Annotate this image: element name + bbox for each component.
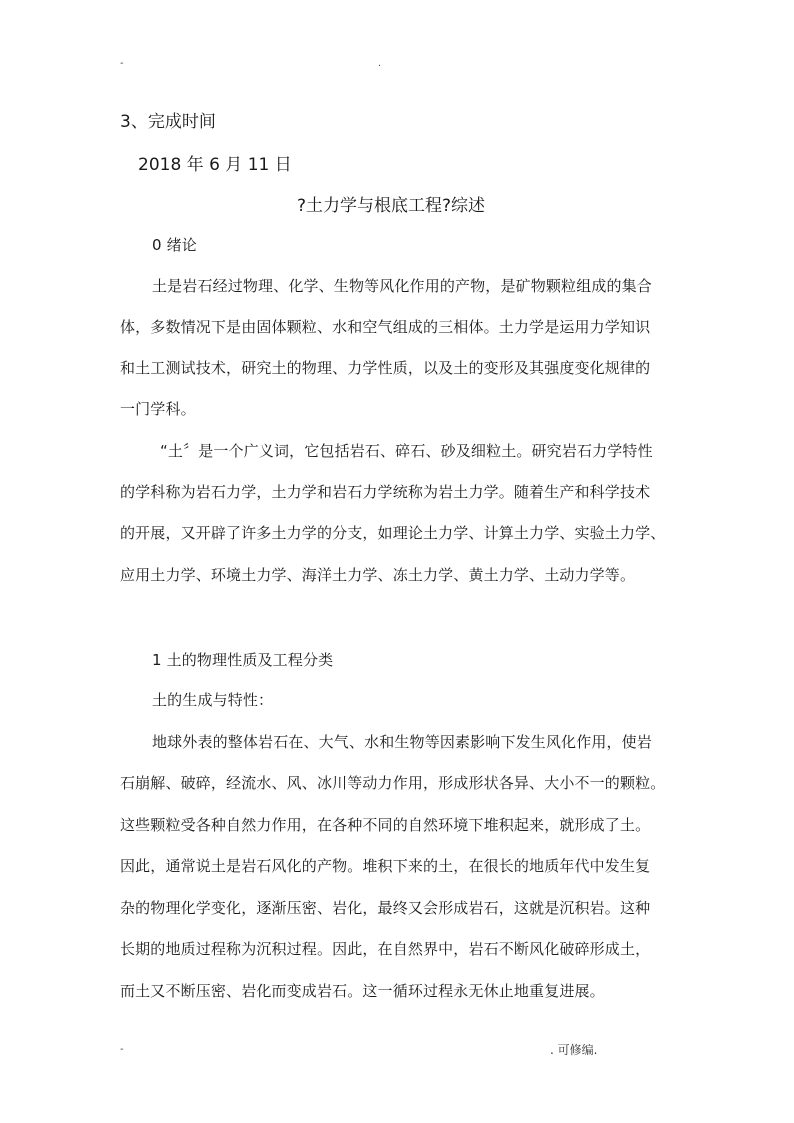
intro-para1-line: 体，多数情况下是由固体颗粒、水和空气组成的三相体。土力学是运用力学知识: [120, 318, 651, 336]
header-left-mark: -: [120, 58, 124, 69]
intro-para2-line: 应用土力学、环境土力学、海洋土力学、冻土力学、黄土力学、土动力学等。: [120, 566, 636, 584]
footer-left-mark: -: [120, 1044, 124, 1055]
intro-heading: 0 绪论: [152, 236, 197, 254]
footer-editable-note: . 可修编.: [550, 1043, 598, 1057]
header-right-mark: .: [378, 58, 382, 69]
section-1-para-line: 杂的物理化学变化，逐渐压密、岩化，最终又会形成岩石，这就是沉积岩。这种: [120, 899, 651, 917]
document-title: ?土力学与根底工程?综述: [297, 196, 486, 216]
section-1-para-line: 石崩解、破碎，经流水、风、冰川等动力作用，形成形状各异、大小不一的颗粒。: [120, 774, 666, 792]
intro-para2-line: 的学科称为岩石力学，土力学和岩石力学统称为岩土力学。随着生产和科学技术: [120, 483, 651, 501]
intro-para1-line: 土是岩石经过物理、化学、生物等风化作用的产物，是矿物颗粒组成的集合: [152, 277, 652, 295]
section-1-subheading: 土的生成与特性：: [152, 691, 274, 709]
intro-para1-line: 一门学科。: [120, 400, 196, 418]
section-1-para-line: 长期的地质过程称为沉积过程。因此，在自然界中，岩石不断风化破碎形成土，: [120, 940, 651, 958]
section-1-heading: 1 土的物理性质及工程分类: [152, 651, 334, 669]
completion-date: 2018 年 6 月 11 日: [138, 155, 292, 175]
section-1-para-line: 而土又不断压密、岩化而变成岩石。这一循环过程永无休止地重复进展。: [120, 982, 605, 1000]
section-1-para-line: 因此，通常说土是岩石风化的产物。堆积下来的土，在很长的地质年代中发生复: [120, 857, 651, 875]
intro-para1-line: 和土工测试技术，研究土的物理、力学性质，以及土的变形及其强度变化规律的: [120, 359, 651, 377]
section-1-para-line: 这些颗粒受各种自然力作用，在各种不同的自然环境下堆积起来，就形成了土。: [120, 816, 651, 834]
intro-para2-line: “土〞是一个广义词，它包括岩石、碎石、砂及细粒土。研究岩石力学特性: [160, 442, 653, 460]
section-1-para-line: 地球外表的整体岩石在、大气、水和生物等因素影响下发生风化作用，使岩: [152, 733, 652, 751]
intro-para2-line: 的开展，又开辟了许多土力学的分支，如理论土力学、计算土力学、实验土力学、: [120, 524, 666, 542]
section-3-title: 3、完成时间: [120, 112, 216, 132]
